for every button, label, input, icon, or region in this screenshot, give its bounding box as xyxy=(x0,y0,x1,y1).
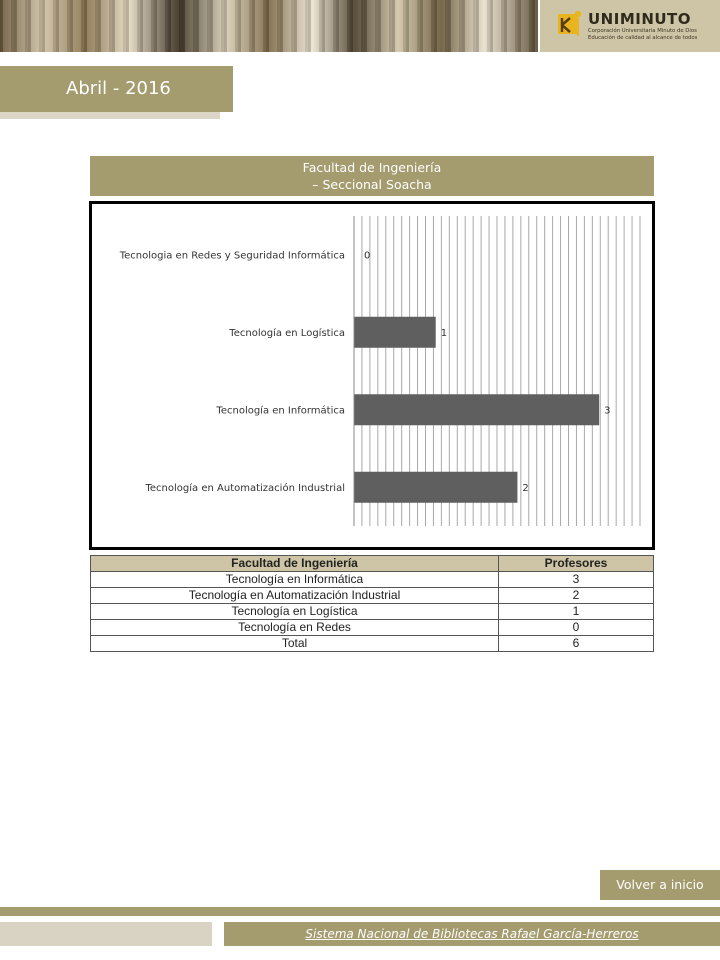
logo-name: UNIMINUTO xyxy=(588,10,692,28)
chart-category-label: Tecnologia en Redes y Seguridad Informática xyxy=(119,250,345,262)
table-row xyxy=(91,620,654,636)
chart-title-line1: Facultad de Ingeniería xyxy=(302,160,442,175)
footer-light-block xyxy=(0,922,212,946)
table-row xyxy=(91,572,654,588)
table-cell-program: Tecnología en Logística xyxy=(91,604,499,620)
table-cell-program: Tecnología en Informática xyxy=(91,572,499,588)
table-header-row xyxy=(91,556,654,572)
header-photo-banner xyxy=(0,0,538,52)
table-cell-count: 3 xyxy=(499,572,654,588)
logo-tagline xyxy=(588,28,718,42)
chart-data-label: 3 xyxy=(604,405,611,417)
table-row xyxy=(91,604,654,620)
month-label-shadow xyxy=(0,111,220,119)
logo-mark-icon xyxy=(556,8,586,38)
table-cell-count: 1 xyxy=(499,604,654,620)
table-header-faculty: Facultad de Ingeniería xyxy=(91,556,499,572)
footer-bar xyxy=(0,907,720,916)
chart-data-label: 1 xyxy=(440,327,448,339)
month-label: Abril - 2016 xyxy=(0,66,233,112)
chart-title xyxy=(90,156,654,196)
chart-category-label: Tecnología en Automatización Industrial xyxy=(145,482,345,494)
table-cell-count: 2 xyxy=(499,588,654,604)
bar-chart xyxy=(92,204,652,547)
uniminuto-logo xyxy=(540,0,720,52)
footer-library-link[interactable]: Sistema Nacional de Bibliotecas Rafael García-Herreros xyxy=(224,922,720,946)
chart-category-label: Tecnología en Informática xyxy=(216,405,345,417)
table-cell-program: Tecnología en Automatización Industrial xyxy=(91,588,499,604)
chart-data-label: 2 xyxy=(522,482,529,494)
chart-bar xyxy=(354,472,517,503)
chart-frame xyxy=(89,201,655,550)
chart-bar xyxy=(354,317,436,348)
logo-tagline-line1: Corporación Universitaria Minuto de Dios xyxy=(588,28,697,34)
table-row-total xyxy=(91,636,654,652)
chart-data-label: 0 xyxy=(364,250,371,262)
table-header-professors: Profesores xyxy=(499,556,654,572)
logo-tagline-line2: Educación de calidad al alcance de todos xyxy=(588,35,698,41)
back-to-start-button[interactable]: Volver a inicio xyxy=(600,870,720,900)
table-cell-count: 0 xyxy=(499,620,654,636)
table-row xyxy=(91,588,654,604)
table-cell-total-value: 6 xyxy=(499,636,654,652)
table-cell-program: Tecnología en Redes xyxy=(91,620,499,636)
data-table xyxy=(90,555,654,652)
chart-category-label: Tecnología en Logística xyxy=(229,327,345,339)
chart-bar xyxy=(354,394,599,425)
chart-title-line2: – Seccional Soacha xyxy=(312,177,432,192)
table-cell-total-label: Total xyxy=(91,636,499,652)
